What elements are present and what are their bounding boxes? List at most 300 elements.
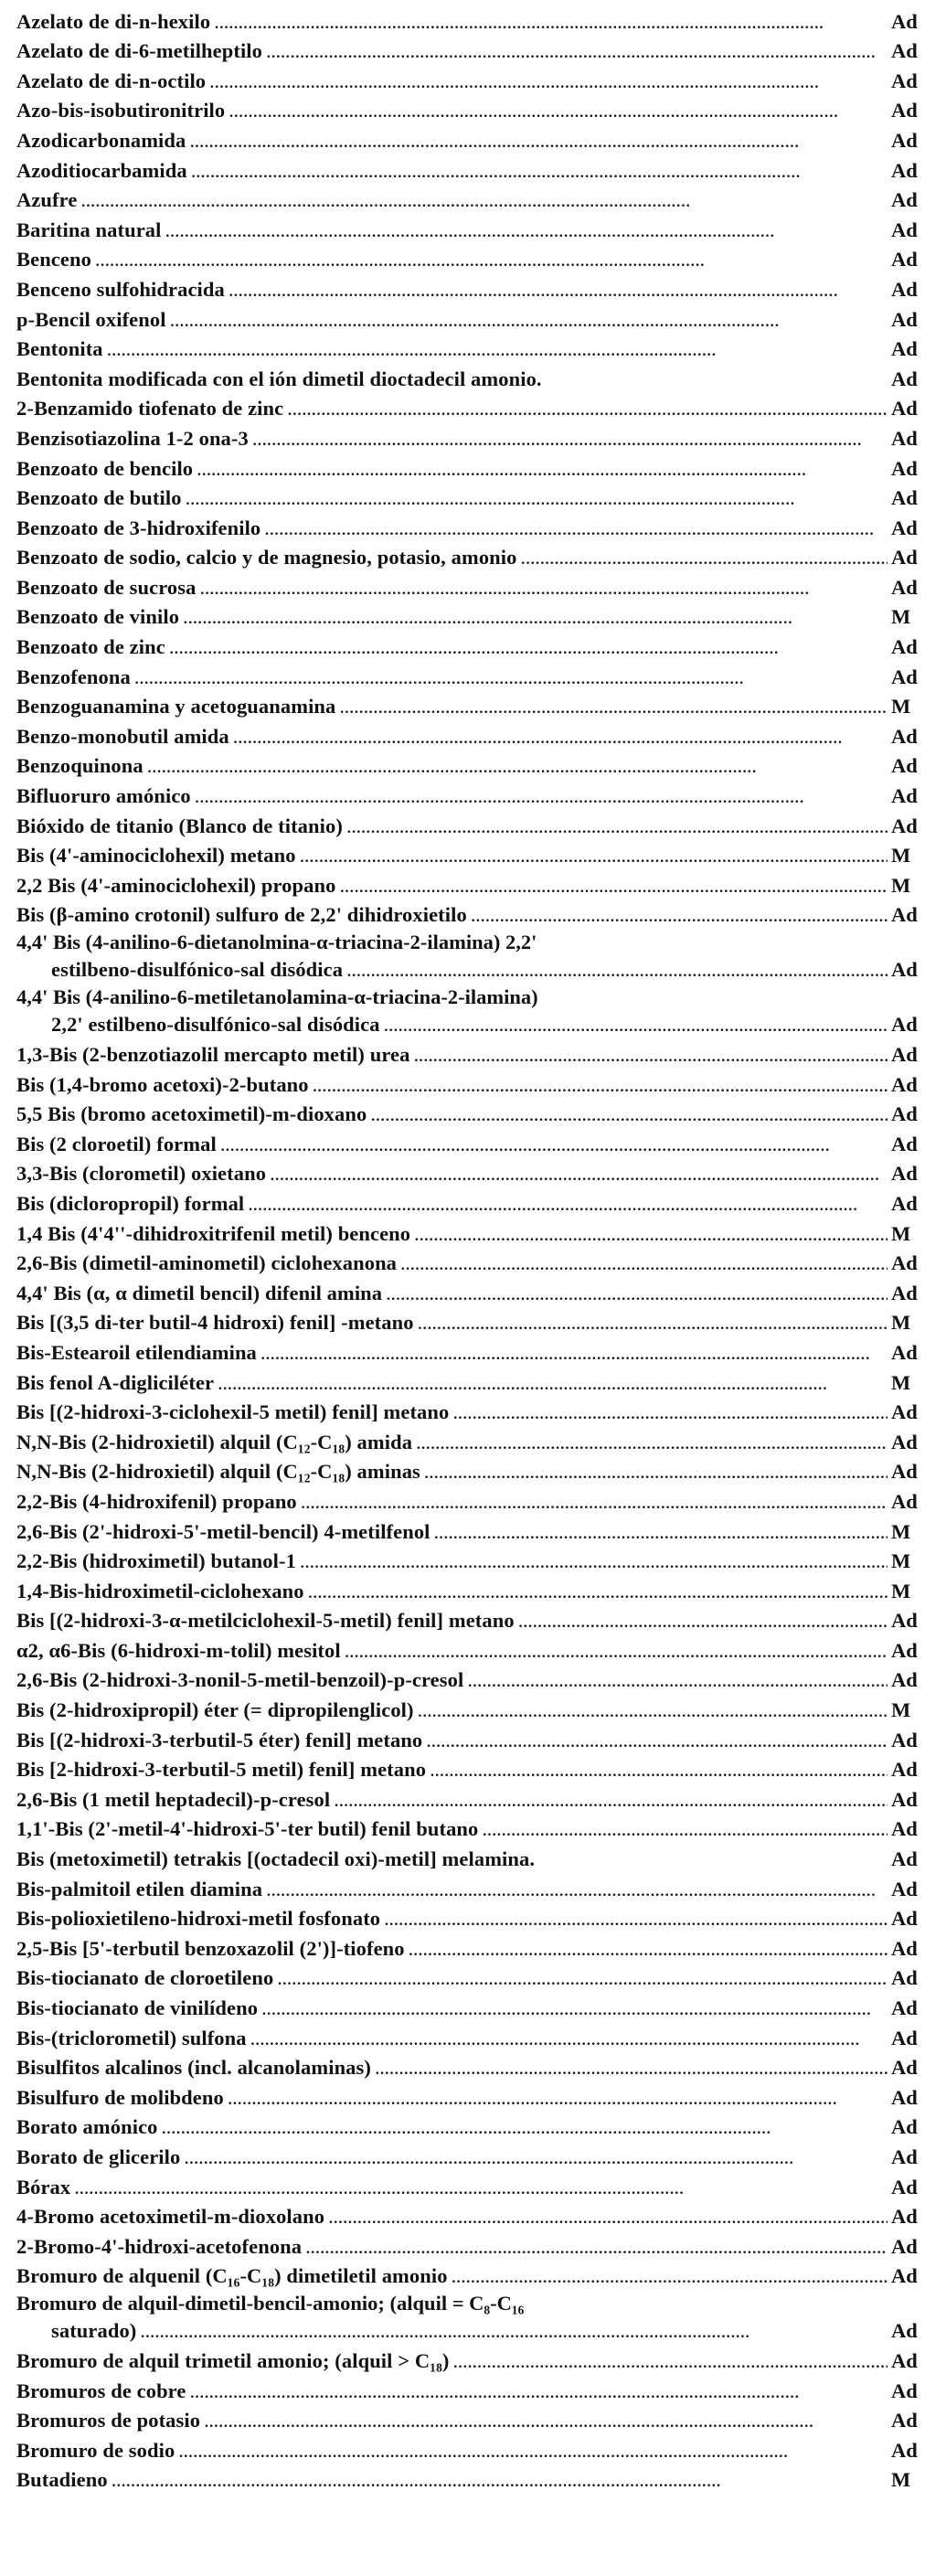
leader-dots (261, 1995, 888, 2022)
leader-dots (112, 2466, 888, 2494)
entry-name: Bentonita (16, 337, 103, 361)
leader-dots (186, 484, 888, 512)
list-item (16, 2052, 933, 2082)
entry-code: Ad (891, 248, 918, 271)
leader-dots (140, 2317, 888, 2345)
entry-name: 2-Bromo-4'-hidroxi-acetofenona (16, 2234, 303, 2258)
entry-name: Bromuro de alquil trimetil amonio; (alquil > C₁₈) (16, 2348, 450, 2372)
leader-dots (418, 1309, 888, 1336)
leader-dots (287, 395, 888, 422)
leader-dots (147, 752, 888, 780)
list-item (16, 1367, 933, 1397)
entry-code: Ad (891, 1638, 918, 1662)
list-item (16, 691, 933, 721)
entry-code: M (891, 1311, 911, 1335)
entry-name: Azoditiocarbamida (16, 158, 187, 182)
list-item (16, 36, 933, 66)
list-item (16, 1128, 933, 1158)
list-item (16, 2112, 933, 2142)
entry-name: Benceno sulfohidracida (16, 277, 225, 301)
entry-code: Ad (891, 277, 918, 301)
leader-dots (430, 1756, 888, 1783)
leader-dots (191, 157, 888, 185)
entry-name: Benzoato de butilo (16, 486, 182, 510)
leader-dots (328, 2203, 888, 2230)
leader-dots (260, 1339, 888, 1367)
entry-name: Azo-bis-isobutironitrilo (16, 99, 226, 122)
leader-dots (339, 872, 888, 899)
list-item (16, 1783, 933, 1814)
entry-code: M (891, 873, 911, 897)
entry-code: Ad (891, 2205, 918, 2229)
leader-dots (95, 246, 888, 273)
entry-name: Azelato de di-n-octilo (16, 69, 207, 92)
leader-dots (308, 1578, 888, 1605)
entry-name: Bis (2 cloroetil) formal (16, 1132, 217, 1155)
leader-dots (199, 574, 888, 601)
list-item (16, 2201, 933, 2231)
leader-dots (413, 1041, 888, 1069)
entry-name: Baritina natural (16, 218, 162, 241)
entry-name: Benzoato de sodio, calcio y de magnesio, potasio, amonio (16, 546, 517, 569)
entry-name: α2, α6-Bis (6-hidroxi-m-tolil) mesitol (16, 1638, 341, 1662)
list-item (16, 571, 933, 601)
entry-code: Ad (891, 1728, 918, 1751)
entry-code: M (891, 1579, 911, 1602)
entry-name: 1,3-Bis (2-benzotiazolil mercapto metil) urea (16, 1043, 410, 1066)
entry-name: Bromuro de sodio (16, 2438, 175, 2462)
entry-code: Ad (891, 1132, 918, 1155)
leader-dots (370, 1101, 888, 1128)
list-item (16, 95, 933, 125)
entry-name-continued: estilbeno-disulfónico-sal disódica (51, 958, 344, 982)
list-item (16, 2375, 933, 2405)
leader-dots (264, 515, 888, 542)
entry-name: Bióxido de titanio (Blanco de titanio) (16, 814, 343, 837)
list-item (16, 1605, 933, 1635)
list-item (16, 1992, 933, 2022)
entry-code: Ad (891, 1609, 918, 1633)
entry-code: Ad (891, 1936, 918, 1960)
entry-name: Benzoato de sucrosa (16, 575, 197, 599)
entry-name: Bis [(2-hidroxi-3-α-metilciclohexil-5-metil) fenil] metano (16, 1609, 515, 1633)
leader-dots (270, 1160, 888, 1187)
entry-code: Ad (891, 2348, 918, 2372)
entry-code: Ad (891, 784, 918, 808)
list-item (16, 1069, 933, 1099)
entry-code: Ad (891, 2085, 918, 2109)
entry-name: Bis-Estearoil etilendiamina (16, 1340, 257, 1364)
entry-code: M (891, 1698, 911, 1722)
leader-dots (134, 664, 888, 691)
leader-dots (266, 1876, 888, 1903)
entry-code: Ad (891, 39, 918, 63)
list-item (16, 124, 933, 154)
leader-dots (346, 956, 888, 984)
entry-code: Ad (891, 1400, 918, 1424)
leader-dots (346, 813, 888, 840)
list-item (16, 1814, 933, 1844)
list-item (16, 2261, 933, 2291)
leader-dots (518, 1607, 888, 1634)
leader-dots (184, 2144, 888, 2171)
leader-dots (334, 1786, 888, 1814)
entry-name: 2,6-Bis (2'-hidroxi-5'-metil-bencil) 4-metilfenol (16, 1519, 430, 1543)
list-item (16, 929, 933, 984)
entry-code: M (891, 2468, 911, 2492)
leader-dots (266, 37, 888, 65)
list-item (16, 1665, 933, 1695)
entry-code: Ad (891, 1996, 918, 2019)
list-item (16, 1485, 933, 1516)
list-item (16, 1456, 933, 1486)
entry-code: Ad (891, 456, 918, 480)
leader-dots (386, 1280, 888, 1307)
leader-dots (169, 633, 888, 661)
entry-name: Benzoato de zinc (16, 635, 165, 659)
entry-code: M (891, 1519, 911, 1543)
list-item (16, 2290, 933, 2345)
list-item (16, 1187, 933, 1218)
leader-dots (204, 2407, 888, 2434)
list-item (16, 273, 933, 303)
entry-name: Butadieno (16, 2468, 108, 2492)
entry-code: Ad (891, 2115, 918, 2139)
leader-dots (452, 2262, 888, 2290)
leader-dots (384, 1011, 888, 1038)
entry-code: Ad (891, 1787, 918, 1811)
entry-name: Bis (1,4-bromo acetoxi)-2-butano (16, 1072, 309, 1096)
list-item (16, 452, 933, 483)
entry-code: Ad (891, 486, 918, 510)
entry-code: M (891, 844, 911, 868)
list-item (16, 2081, 933, 2112)
list-item (16, 1248, 933, 1278)
list-item (16, 393, 933, 423)
list-item (16, 542, 933, 572)
leader-dots (80, 186, 888, 214)
list-item (16, 2345, 933, 2375)
list-item (16, 1694, 933, 1724)
list-item (16, 1546, 933, 1576)
leader-dots (197, 455, 888, 483)
entry-name: 2,2 Bis (4'-aminociclohexil) propano (16, 873, 336, 897)
entry-name: p-Bencil oxifenol (16, 307, 166, 331)
list-item (16, 1307, 933, 1337)
list-item (16, 2022, 933, 2052)
leader-dots (300, 842, 888, 869)
list-item (16, 1516, 933, 1546)
entry-code: Ad (891, 1430, 918, 1453)
entry-code: Ad (891, 2319, 918, 2343)
entry-name: Bromuros de cobre (16, 2379, 186, 2402)
entry-name: Benzoato de vinilo (16, 605, 180, 629)
entry-name: Benzo-monobutil amida (16, 724, 229, 748)
list-item (16, 244, 933, 274)
list-item (16, 363, 933, 393)
entry-name: 1,4 Bis (4'4''-dihidroxitrifenil metil) benceno (16, 1221, 411, 1245)
entry-code: Ad (891, 516, 918, 539)
leader-dots (228, 2084, 888, 2112)
leader-dots (277, 1964, 888, 1992)
entry-code: Ad (891, 1013, 918, 1037)
entry-name: Bis (β-amino crotonil) sulfuro de 2,2' dihidroxietilo (16, 903, 467, 927)
leader-dots (452, 1399, 888, 1426)
entry-name: Benzoguanamina y acetoguanamina (16, 695, 336, 719)
list-item (16, 154, 933, 185)
list-item (16, 2405, 933, 2435)
entry-name: Bórax (16, 2175, 71, 2198)
list-item (16, 1038, 933, 1069)
entry-code: Ad (891, 128, 918, 152)
entry-code: M (891, 1221, 911, 1245)
leader-dots (170, 306, 888, 334)
entry-name: Benzisotiazolina 1-2 ona-3 (16, 426, 249, 450)
entry-code: Ad (891, 665, 918, 688)
list-item (16, 810, 933, 840)
leader-dots (233, 723, 888, 750)
entry-code: Ad (891, 1847, 918, 1871)
entry-name: 4-Bromo acetoximetil-m-dioxolano (16, 2205, 325, 2229)
entry-code: Ad (891, 575, 918, 599)
leader-dots (195, 782, 888, 810)
leader-dots (301, 1488, 888, 1516)
list-item (16, 1099, 933, 1129)
entry-name: Bis-tiocianato de vinilídeno (16, 1996, 259, 2019)
leader-dots (424, 1458, 888, 1485)
entry-code: Ad (891, 2438, 918, 2462)
leader-dots (471, 901, 888, 929)
entry-code: M (891, 605, 911, 629)
list-item (16, 631, 933, 661)
entry-code: Ad (891, 2379, 918, 2402)
list-item (16, 483, 933, 513)
entry-code: Ad (891, 1489, 918, 1513)
leader-dots (339, 693, 888, 720)
entry-code: Ad (891, 99, 918, 122)
leader-dots (482, 1815, 888, 1843)
list-item (16, 601, 933, 632)
entry-code: Ad (891, 2056, 918, 2080)
entry-code: M (891, 1549, 911, 1573)
entry-code: Ad (891, 1966, 918, 1990)
entry-code: Ad (891, 814, 918, 837)
entry-name: Bis (4'-aminociclohexil) metano (16, 844, 296, 868)
entry-name: Borato de glicerilo (16, 2145, 181, 2168)
leader-dots (520, 544, 888, 571)
entry-code: Ad (891, 367, 918, 390)
entry-code: Ad (891, 1907, 918, 1931)
entry-name: Benzofenona (16, 665, 131, 688)
list-item (16, 984, 933, 1038)
entry-name-continued: 2,2' estilbeno-disulfónico-sal disódica (51, 1013, 380, 1037)
entry-name: 2,6-Bis (2-hidroxi-3-nonil-5-metil-benzoil)-p-cresol (16, 1668, 464, 1692)
entry-code: Ad (891, 188, 918, 212)
leader-dots (416, 1429, 888, 1456)
entry-code: Ad (891, 1758, 918, 1782)
entry-code: Ad (891, 1340, 918, 1364)
leader-dots (229, 276, 888, 303)
entry-name: Bis-tiocianato de cloroetileno (16, 1966, 274, 1990)
entry-code: Ad (891, 307, 918, 331)
entry-code: Ad (891, 2409, 918, 2432)
leader-dots (107, 335, 888, 363)
entry-name: 2,2-Bis (4-hidroxifenil) propano (16, 1489, 297, 1513)
leader-dots (183, 603, 888, 631)
list-item (16, 422, 933, 452)
entry-name: 2,6-Bis (dimetil-aminometil) ciclohexanona (16, 1251, 398, 1275)
entry-code: Ad (891, 218, 918, 241)
list-item (16, 750, 933, 781)
entry-name: Azufre (16, 188, 78, 212)
entry-code: Ad (891, 158, 918, 182)
entry-code: M (891, 695, 911, 719)
leader-dots (345, 1637, 888, 1665)
entry-name: Benzoquinona (16, 754, 143, 778)
leader-dots (375, 2054, 888, 2081)
entry-code: Ad (891, 1817, 918, 1841)
entry-code: Ad (891, 546, 918, 569)
list-item (16, 1218, 933, 1248)
leader-dots (162, 2113, 888, 2141)
entry-code: Ad (891, 337, 918, 361)
list-item (16, 185, 933, 215)
entry-name: Bis [(2-hidroxi-3-terbutil-5 éter) fenil] metano (16, 1728, 423, 1751)
list-item (16, 1843, 933, 1873)
entry-code: Ad (891, 903, 918, 927)
list-item (16, 1426, 933, 1456)
list-item (16, 1963, 933, 1993)
entry-code: Ad (891, 1072, 918, 1096)
entry-code: Ad (891, 1162, 918, 1186)
entry-name: Benzoato de 3-hidroxifenilo (16, 516, 261, 539)
list-item (16, 840, 933, 870)
list-item (16, 869, 933, 899)
leader-dots (165, 217, 888, 244)
leader-dots (229, 97, 888, 124)
entry-name: 5,5 Bis (bromo acetoximetil)-m-dioxano (16, 1102, 367, 1126)
entry-code: M (891, 1370, 911, 1394)
entry-code: Ad (891, 1251, 918, 1275)
entry-name: Bentonita modificada con el ión dimetil dioctadecil amonio. (16, 367, 542, 390)
entry-name: Bifluoruro amónico (16, 784, 191, 808)
list-item (16, 2230, 933, 2261)
list-item (16, 2171, 933, 2201)
list-item (16, 65, 933, 95)
leader-dots (252, 425, 888, 452)
entry-name: 4,4' Bis (4-anilino-6-dietanolmina-α-triacina-2-ilamina) 2,2' (16, 931, 537, 954)
entry-name: Bis-polioxietileno-hidroxi-metil fosfonato (16, 1907, 381, 1931)
leader-dots (220, 1131, 888, 1158)
leader-dots (248, 1190, 888, 1218)
list-item (16, 2464, 933, 2495)
entry-name: 2,5-Bis [5'-terbutil benzoxazolil (2')]-tiofeno (16, 1936, 405, 1960)
entry-name: Bis (dicloropropil) formal (16, 1191, 245, 1215)
entry-name: Bisulfitos alcalinos (incl. alcanolaminas) (16, 2056, 371, 2080)
entry-name: Bisulfuro de molibdeno (16, 2085, 224, 2109)
list-item (16, 780, 933, 810)
entry-name: N,N-Bis (2-hidroxietil) alquil (C₁₂-C₁₈) amida (16, 1430, 413, 1453)
entry-code: Ad (891, 69, 918, 92)
entry-name: Bis [(3,5 di-ter butil-4 hidroxi) fenil] -metano (16, 1311, 414, 1335)
list-item (16, 2141, 933, 2171)
list-item (16, 1277, 933, 1307)
leader-dots (214, 8, 888, 36)
entry-name: Bis-palmitoil etilen diamina (16, 1877, 263, 1900)
entry-code: Ad (891, 2264, 918, 2288)
entry-name: Bromuro de alquenil (C₁₆-C₁₈) dimetiletil amonio (16, 2264, 448, 2288)
leader-dots (313, 1071, 888, 1099)
leader-dots (209, 68, 888, 95)
entry-code: Ad (891, 1043, 918, 1066)
entry-code: Ad (891, 1460, 918, 1484)
leader-dots (400, 1250, 888, 1277)
entry-name: 3,3-Bis (clorometil) oxietano (16, 1162, 267, 1186)
list-item (16, 1336, 933, 1367)
entry-code: Ad (891, 2175, 918, 2198)
leader-dots (426, 1727, 888, 1754)
leader-dots (300, 1548, 888, 1575)
entry-name: 4,4' Bis (α, α dimetil bencil) difenil amina (16, 1281, 383, 1304)
leader-dots (74, 2174, 888, 2201)
entry-name: 2-Benzamido tiofenato de zinc (16, 397, 284, 420)
entry-code: Ad (891, 754, 918, 778)
leader-dots (250, 2025, 888, 2052)
entry-code: Ad (891, 1281, 918, 1304)
entry-code: Ad (891, 2145, 918, 2168)
leader-dots (178, 2437, 888, 2464)
leader-dots (409, 1935, 888, 1963)
list-item (16, 1158, 933, 1188)
list-item (16, 1932, 933, 1963)
list-item (16, 1575, 933, 1605)
entry-code: Ad (891, 1102, 918, 1126)
entry-code: Ad (891, 2234, 918, 2258)
entry-name: N,N-Bis (2-hidroxietil) alquil (C₁₂-C₁₈) aminas (16, 1460, 420, 1484)
entry-code: Ad (891, 635, 918, 659)
leader-dots (384, 1905, 888, 1932)
list-item (16, 214, 933, 244)
leader-dots (189, 127, 888, 154)
entry-code: Ad (891, 1668, 918, 1692)
leader-dots (467, 1666, 888, 1694)
entry-name: Benzoato de bencilo (16, 456, 194, 480)
entry-name: Bis (metoximetil) tetrakis [(octadecil oxi)-metil] melamina. (16, 1847, 536, 1871)
entry-name: Borato amónico (16, 2115, 158, 2139)
list-item (16, 661, 933, 691)
entry-name: Bis [2-hidroxi-3-terbutil-5 metil) fenil] metano (16, 1758, 427, 1782)
list-item (16, 1873, 933, 1903)
entry-name: 2,6-Bis (1 metil heptadecil)-p-cresol (16, 1787, 331, 1811)
entry-name: Bis [(2-hidroxi-3-ciclohexil-5 metil) fenil] metano (16, 1400, 450, 1424)
list-item (16, 1903, 933, 1933)
list-item (16, 2434, 933, 2464)
entry-code: Ad (891, 397, 918, 420)
entry-code: Ad (891, 9, 918, 33)
entry-name: 4,4' Bis (4-anilino-6-metiletanolamina-α-triacina-2-ilamina) (16, 985, 538, 1009)
list-item (16, 1634, 933, 1665)
entry-code: Ad (891, 724, 918, 748)
entry-name-continued: saturado) (51, 2319, 137, 2343)
list-item (16, 720, 933, 750)
entry-name: Bromuro de alquil-dimetil-bencil-amonio; (alquil = C₈-C₁₆ (16, 2292, 525, 2315)
entry-name: 2,2-Bis (hidroximetil) butanol-1 (16, 1549, 296, 1573)
list-item (16, 899, 933, 930)
entry-code: Ad (891, 1191, 918, 1215)
list-item (16, 303, 933, 334)
list-item (16, 1724, 933, 1754)
list-item (16, 5, 933, 36)
